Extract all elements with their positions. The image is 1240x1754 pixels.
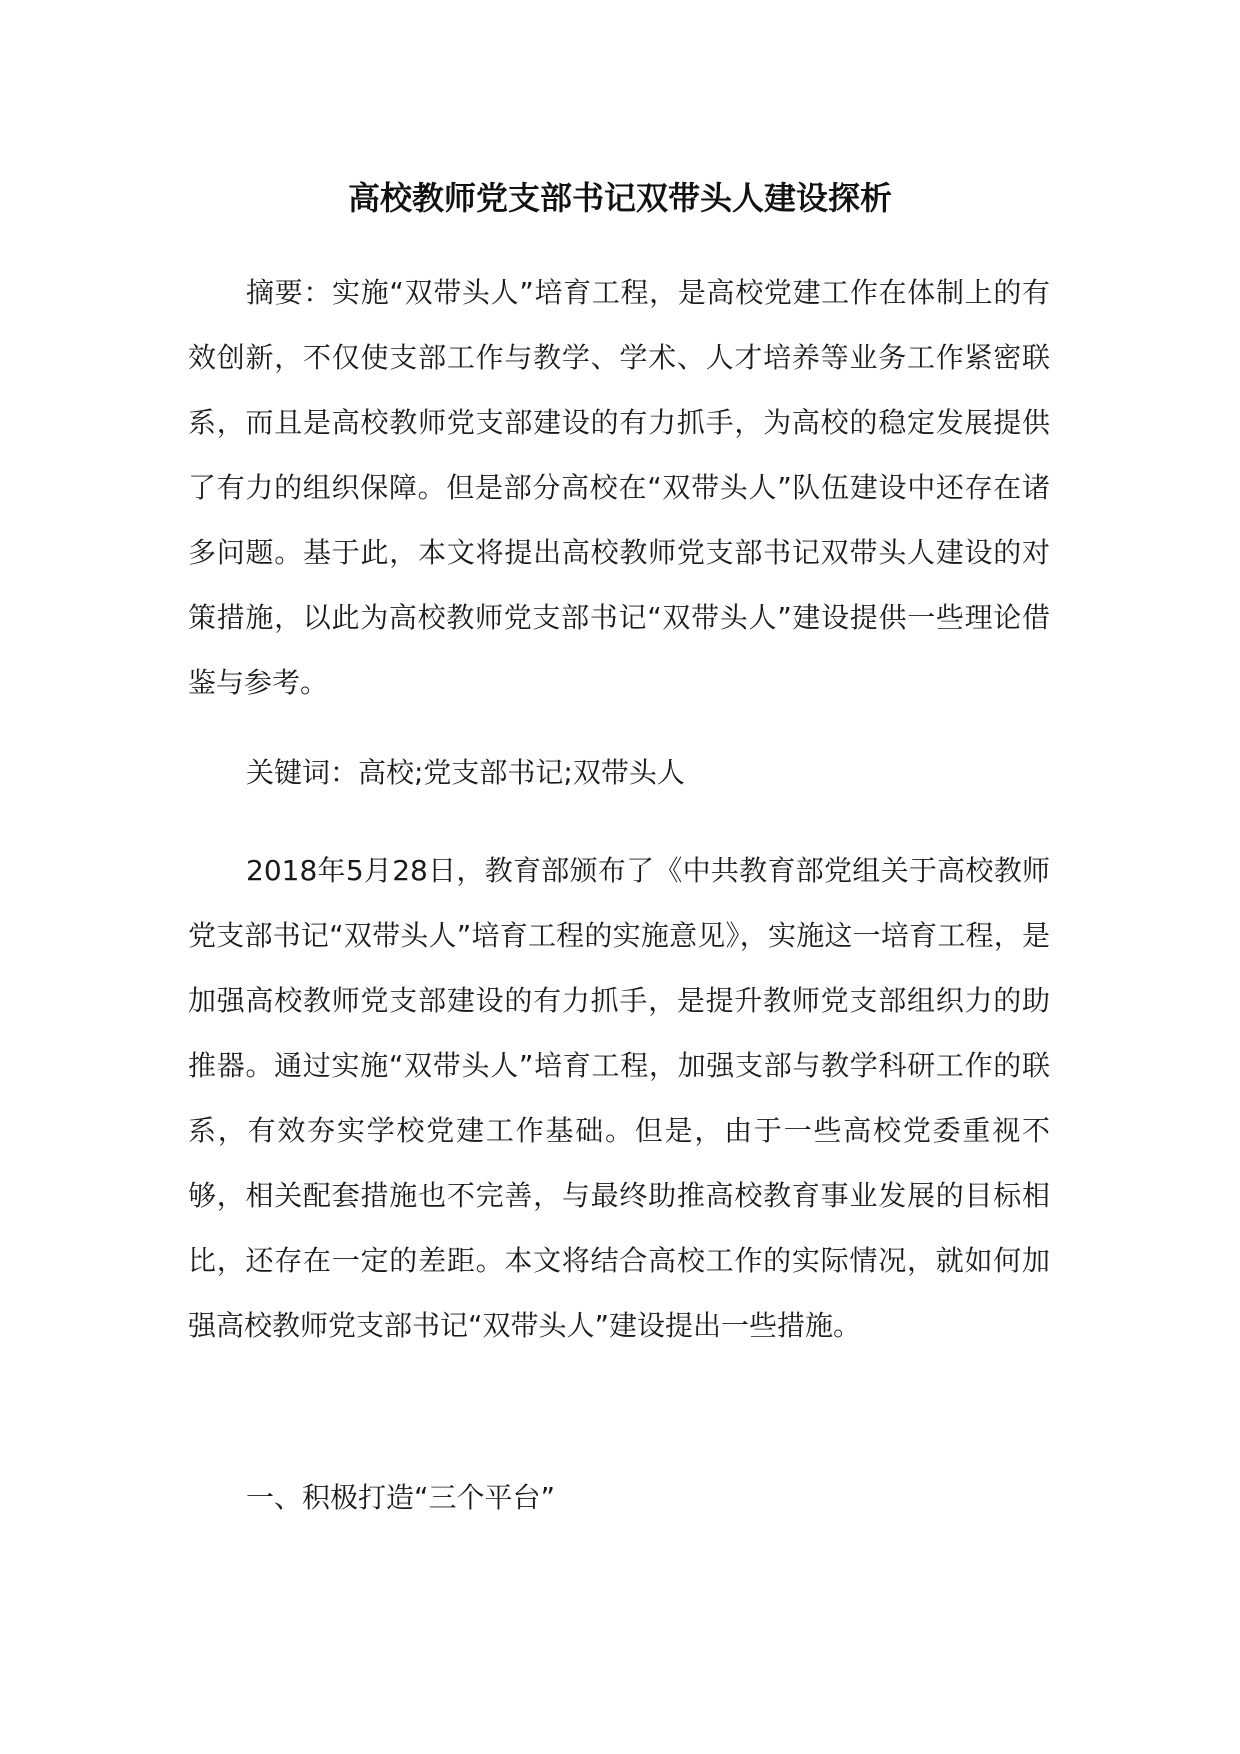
abstract-paragraph: 摘要：实施“双带头人”培育工程，是高校党建工作在体制上的有效创新，不仅使支部工作与教学、学术、人才培养等业务工作紧密联系，而且是高校教师党支部建设的有力抓手，为高校的稳定发展提供了有力的组织保障。但是部分高校在“双带头人”队伍建设中还存在诸多问题。基于此，本文将提出高校教师党支部书记双带头人建设的对策措施，以此为高校教师党支部书记“双带头人”建设提供一些理论借鉴与参考。 (188, 276, 1050, 699)
section-heading: 一、积极打造“三个平台” (246, 1481, 556, 1514)
keywords-paragraph: 关键词：高校;党支部书记;双带头人 (246, 756, 685, 789)
document-title: 高校教师党支部书记双带头人建设探析 (347, 179, 892, 217)
intro-paragraph: 2018年5月28日，教育部颁布了《中共教育部党组关于高校教师党支部书记“双带头人”培育工程的实施意见》，实施这一培育工程，是加强高校教师党支部建设的有力抓手，是提升教师党支部组织力的助推器。通过实施“双带头人”培育工程，加强支部与教学科研工作的联系，有效夯实学校党建工作基础。但是，由于一些高校党委重视不够，相关配套措施也不完善，与最终助推高校教育事业发展的目标相比，还存在一定的差距。本文将结合高校工作的实际情况，就如何加强高校教师党支部书记“双带头人”建设提出一些措施。 (188, 854, 1050, 1342)
